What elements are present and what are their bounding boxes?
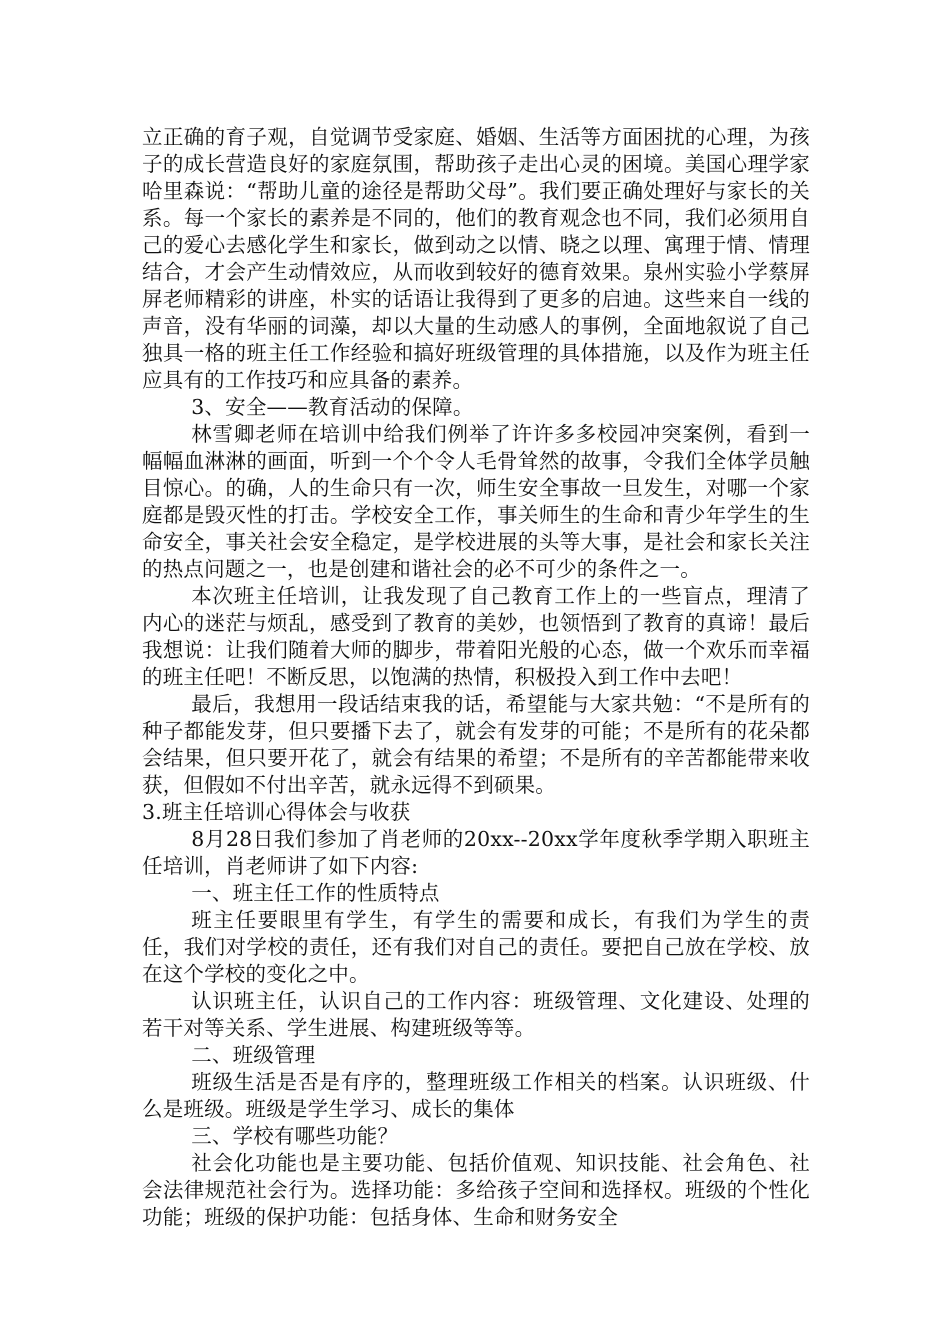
paragraph: 最后，我想用一段话结束我的话，希望能与大家共勉：“不是所有的种子都能发芽，但只要播下去了，就会有发芽的可能；不是所有的花朵都会结果，但只要开花了，就会有结果的希望；不是所有的辛苦都能带来收获，但假如不付出辛苦，就永远得不到硕果。 <box>142 692 810 797</box>
paragraph: 林雪卿老师在培训中给我们例举了许许多多校园冲突案例，看到一幅幅血淋淋的画面，听到一个个令人毛骨耸然的故事，令我们全体学员触目惊心。的确，人的生命只有一次，师生安全事故一旦发生，对哪一个家庭都是毁灭性的打击。学校安全工作，事关师生的生命和青少年学生的生命安全，事关社会安全稳定，是学校进展的头等大事，是社会和家长关注的热点问题之一，也是创建和谐社会的必不可少的条件之一。 <box>142 422 810 581</box>
paragraph: 认识班主任，认识自己的工作内容：班级管理、文化建设、处理的若干对等关系、学生进展、构建班级等等。 <box>142 989 810 1040</box>
paragraph: 本次班主任培训，让我发现了自己教育工作上的一些盲点，理清了内心的迷茫与烦乱，感受到了教育的美妙，也领悟到了教育的真谛！最后我想说：让我们随着大师的脚步，带着阳光般的心态，做一个欢乐而幸福的班主任吧！不断反思，以饱满的热情，积极投入到工作中去吧！ <box>142 584 810 689</box>
paragraph: 立正确的育子观，自觉调节受家庭、婚姻、生活等方面困扰的心理，为孩子的成长营造良好的家庭氛围，帮助孩子走出心灵的困境。美国心理学家哈里森说：“帮助儿童的途径是帮助父母”。我们要正确处理好与家长的关系。每一个家长的素养是不同的，他们的教育观念也不同，我们必须用自己的爱心去感化学生和家长，做到动之以情、晓之以理、寓理于情、情理结合，才会产生动情效应，从而收到较好的德育效果。泉州实验小学蔡屏屏老师精彩的讲座，朴实的话语让我得到了更多的启迪。这些来自一线的声音，没有华丽的词藻，却以大量的生动感人的事例，全面地叙说了自己独具一格的班主任工作经验和搞好班级管理的具体措施，以及作为班主任应具有的工作技巧和应具备的素养。 <box>142 125 810 392</box>
section-heading: 二、班级管理 <box>191 1043 316 1067</box>
article-title: 3.班主任培训心得体会与收获 <box>142 800 411 824</box>
section-heading: 3、安全——教育活动的保障。 <box>191 395 474 419</box>
paragraph: 8月28日我们参加了肖老师的20xx--20xx学年度秋季学期入职班主任培训，肖老师讲了如下内容: <box>142 827 810 878</box>
section-heading: 一、班主任工作的性质特点 <box>191 881 440 905</box>
section-heading: 三、学校有哪些功能？ <box>191 1124 399 1148</box>
paragraph: 社会化功能也是主要功能、包括价值观、知识技能、社会角色、社会法律规范社会行为。选择功能：多给孩子空间和选择权。班级的个性化功能；班级的保护功能：包括身体、生命和财务安全 <box>142 1151 810 1229</box>
paragraph: 班主任要眼里有学生，有学生的需要和成长，有我们为学生的责任，我们对学校的责任，还有我们对自己的责任。要把自己放在学校、放在这个学校的变化之中。 <box>142 908 810 986</box>
paragraph: 班级生活是否是有序的，整理班级工作相关的档案。认识班级、什么是班级。班级是学生学习、成长的集体 <box>142 1070 810 1121</box>
document-body <box>142 124 810 1231</box>
